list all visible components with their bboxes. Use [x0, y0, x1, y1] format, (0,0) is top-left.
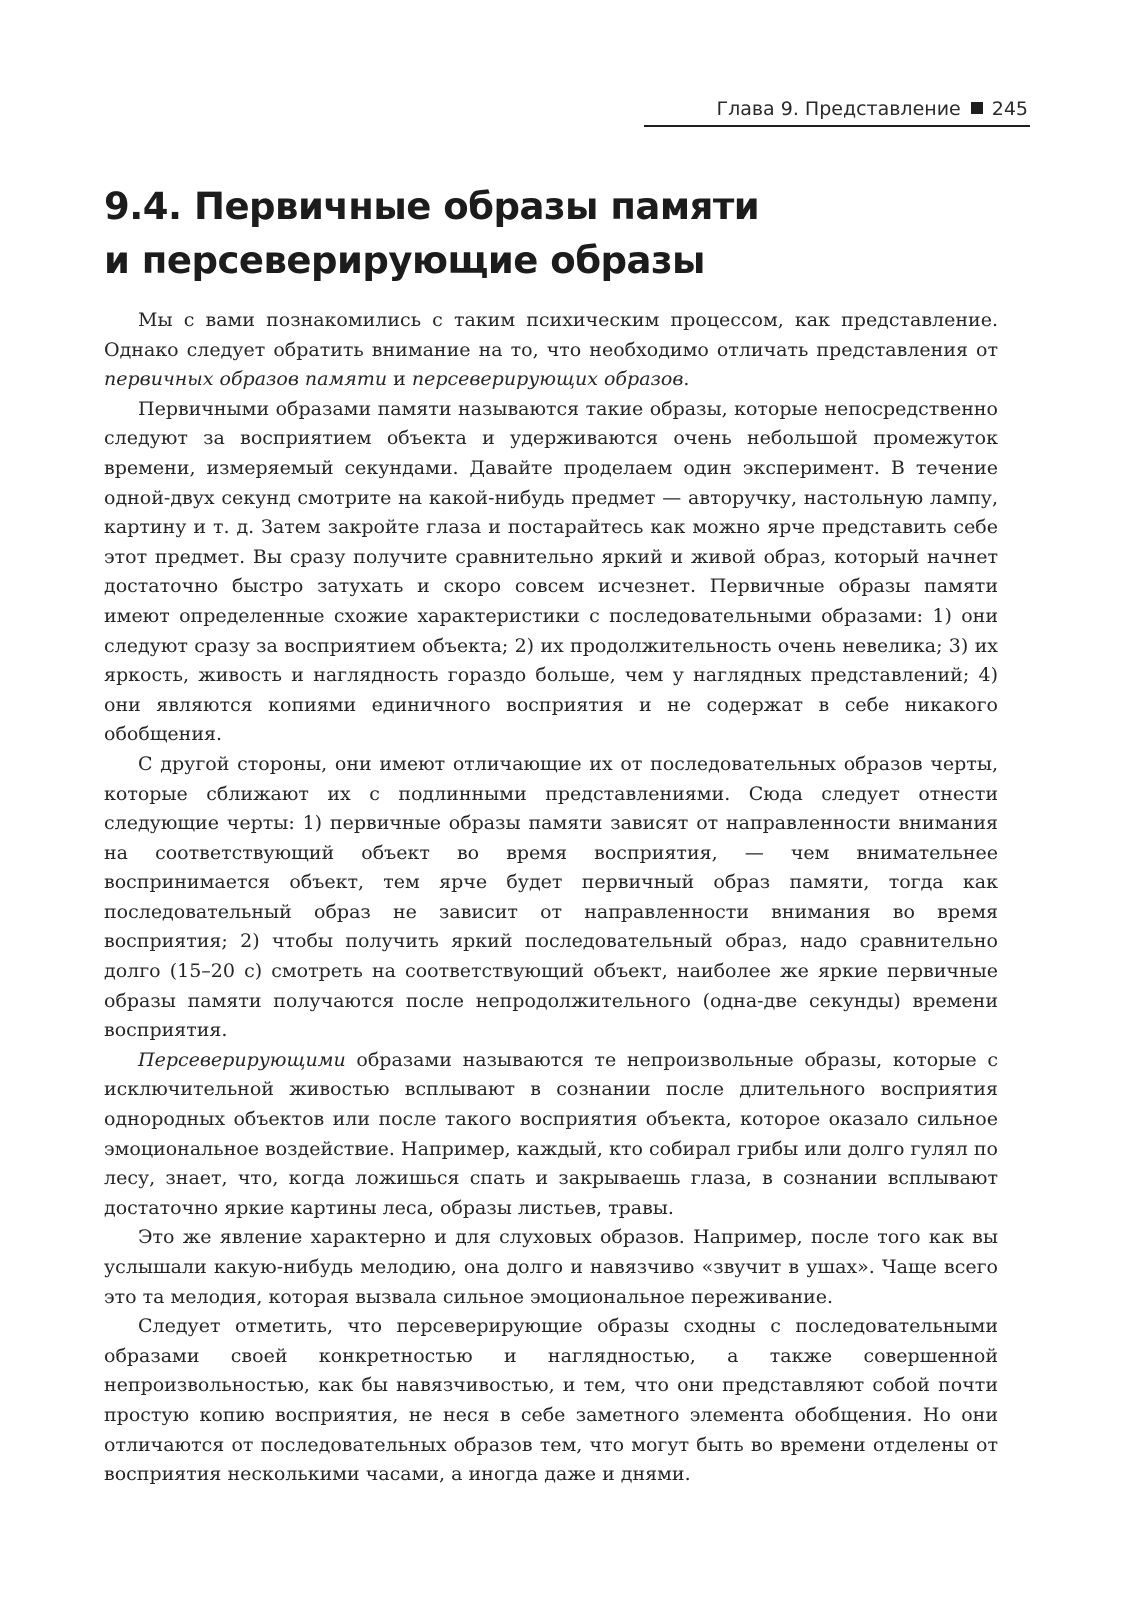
section-title: [104, 180, 1004, 288]
chapter-title: Глава 9. Представление: [716, 98, 961, 120]
section-title-line-1: 9.4. Первичные образы памяти: [104, 185, 760, 228]
square-bullet-icon: [971, 102, 983, 114]
paragraph-1-text-middle: и: [387, 368, 412, 391]
paragraph-4: [104, 1046, 998, 1224]
paragraph-1: [104, 306, 998, 395]
paragraph-2: Первичными образами памяти называются такие образы, которые непосредственно следуют за восприятием объекта и удерживаются очень небольшой промежуток времени, измеряемый секундами. Давайте проделаем один эксперимент. В течение одной-двух секунд смотрите на какой-нибудь предмет — авторучку, настольную лампу, картину и т. д. Затем закройте глаза и постарайтесь как можно ярче представить себе этот предмет. Вы сразу получите сравнительно яркий и живой образ, который начнет достаточно быстро затухать и скоро совсем исчезнет. Первичные образы памяти имеют определенные схожие характеристики с последовательными образами: 1) они следуют сразу за восприятием объекта; 2) их продолжительность очень невелика; 3) их яркость, живость и наглядность гораздо больше, чем у наглядных представлений; 4) они являются копиями единичного восприятия и не содержат в себе никакого обобщения.: [104, 397, 998, 746]
page-number: 245: [991, 98, 1028, 120]
paragraph-3: С другой стороны, они имеют отличающие их от последовательных образов черты, которые сближают их с подлинными представлениями. Сюда следует отнести следующие черты: 1) первичные образы памяти зависят от направленности внимания на соответствующий объект во время восприятия, — чем внимательнее воспринимается объект, тем ярче будет первичный образ памяти, тогда как последовательный образ не зависит от направленности внимания во время восприятия; 2) чтобы получить яркий последовательный образ, надо сравнительно долго (15–20 с) смотреть на соответствующий объект, наиболее же яркие первичные образы памяти получаются после непродолжительного (одна-две секунды) времени восприятия.: [104, 752, 998, 1042]
running-header: [644, 97, 1030, 127]
term-primary-memory-images: первичных образов памяти: [104, 368, 388, 391]
term-perseverating: Персеверирующими: [138, 1048, 346, 1071]
running-header-text: [716, 97, 1028, 121]
paragraph-6: Следует отметить, что персеверирующие образы сходны с последовательными образами своей конкретностью и наглядностью, а также совершенной непроизвольностью, как бы навязчивостью, и тем, что они представляют собой почти простую копию восприятия, не неся в себе заметного элемента обобщения. Но они отличаются от последовательных образов тем, что могут быть во времени отделены от восприятия несколькими часами, а иногда даже и днями.: [104, 1315, 998, 1486]
paragraph-4-text: образами называются те непроизвольные образы, которые с исключительной живостью всплывают в сознании после длительного восприятия однородных объектов или после такого восприятия объекта, которое оказало сильное эмоциональное воздействие. Например, каждый, кто собирал грибы или долго гулял по лесу, знает, что, когда ложишься спать и закрываешь глаза, в сознании всплывают достаточно яркие картины леса, образы листьев, травы.: [104, 1048, 998, 1219]
body-text: [104, 306, 998, 1490]
paragraph-1-text-after: .: [683, 368, 690, 391]
paragraph-1-text-before: Мы с вами познакомились с таким психическим процессом, как представление. Однако следует обратить внимание на то, что необходимо отличать представления от: [104, 309, 998, 361]
term-perseverating-images: персеверирующих образов: [411, 368, 684, 391]
section-title-line-2: и персеверирующие образы: [104, 239, 705, 282]
paragraph-5: Это же явление характерно и для слуховых образов. Например, после того как вы услышали какую-нибудь мелодию, она долго и навязчиво «звучит в ушах». Чаще всего это та мелодия, которая вызвала сильное эмоциональное переживание.: [104, 1226, 998, 1308]
